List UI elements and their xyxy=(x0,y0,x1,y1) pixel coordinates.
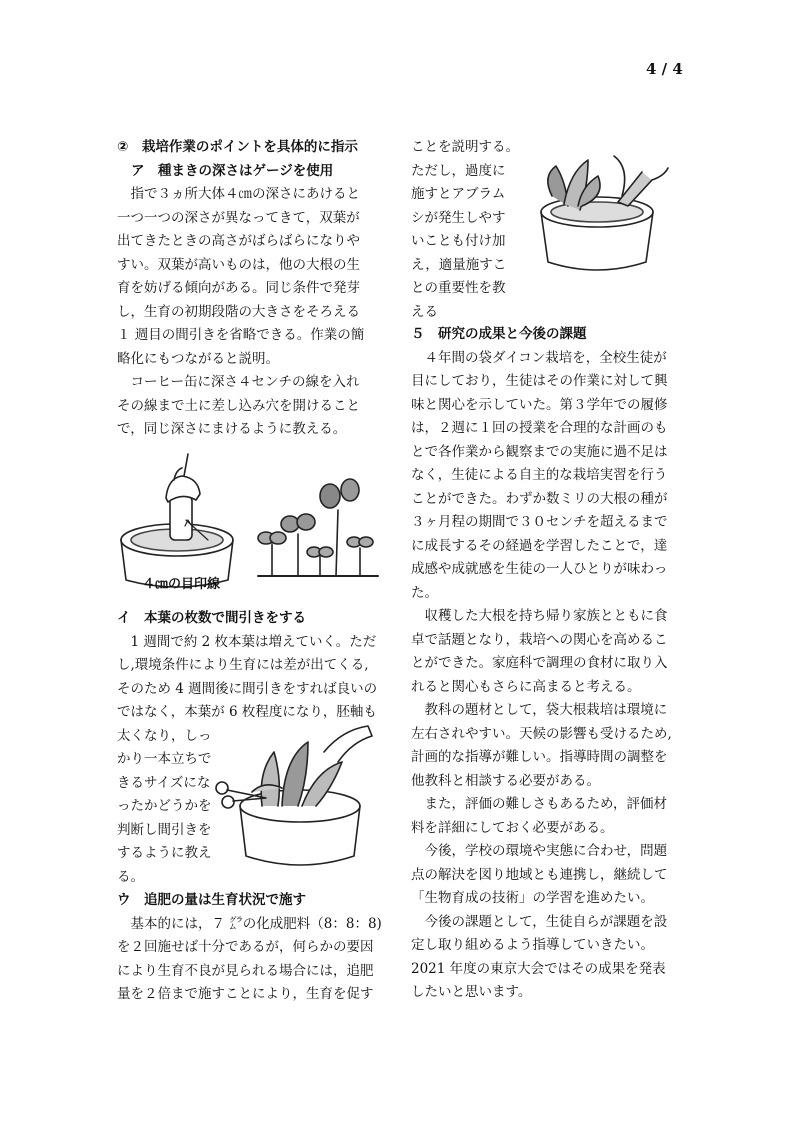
text-line: そのため 4 週間後に間引きをすれば良いの xyxy=(117,680,378,697)
text-line: シが発生しやす xyxy=(411,209,506,226)
text-line: また，評価の難しさもあるため，評価材 xyxy=(411,796,667,812)
text-line: に成長するその経過を学習したことで，達 xyxy=(411,537,668,554)
text-line: きるサイズにな xyxy=(117,774,211,791)
text-line: 収穫した大根を持ち帰り家族とともに食 xyxy=(411,608,668,624)
text-line: ではなく，本葉が 6 枚程度になり，胚軸も xyxy=(117,704,377,720)
text-line: 太くなり，しっ xyxy=(117,727,212,744)
text-line: すい。双葉が高いものは，他の大根の生 xyxy=(117,256,360,273)
text-line: 今後の課題として，生徒自らが課題を設 xyxy=(411,913,668,930)
text-line: で，同じ深さにまけるように教える。 xyxy=(117,421,347,437)
text-line: かり一本立ちで xyxy=(117,751,212,767)
text-line: た。 xyxy=(411,584,438,601)
text-line: 今後，学校の環境や実態に合わせ，問題 xyxy=(411,843,668,859)
section-heading-2: ② 栽培作業のポイントを具体的に指示 xyxy=(117,139,358,155)
text-line: 指で３ヵ所大体４㎝の深さにあけると xyxy=(117,186,360,202)
text-line: 「生物育成の技術」の学習を進めたい。 xyxy=(411,890,654,906)
text-line: 他教科と相談する必要がある。 xyxy=(411,772,600,789)
paragraph-teaching xyxy=(411,699,683,793)
text-line: 成感や成就感を生徒の一人ひとりが味わっ xyxy=(411,561,668,577)
right-column-main xyxy=(411,323,683,1005)
text-line: し,環境条件により生育には差が出てくる, xyxy=(117,657,369,673)
paragraph-tasks xyxy=(411,911,683,1005)
text-line: 施すとアブラム xyxy=(411,186,506,202)
text-line: 1 週間で約 2 枚本葉は増えていく。ただ xyxy=(117,633,377,650)
text-line: え，適量施すこ xyxy=(411,256,507,273)
subheading-u: ウ 追肥の量は生育状況で施す xyxy=(117,892,306,908)
text-line: ことができた。わずか数ミリの大根の種が xyxy=(411,490,668,507)
text-line: 略化にもつながると説明。 xyxy=(117,350,279,367)
text-line: ことを説明する。 xyxy=(411,139,519,155)
text-line: とができた。家庭科で調理の食材に取り入 xyxy=(411,655,668,671)
thinning-scissors-illustration xyxy=(212,722,382,878)
text-line: したいと思います。 xyxy=(411,984,532,1000)
text-line: コーヒー缶に深さ４センチの線を入れ xyxy=(117,374,360,390)
section-heading-5: ５ 研究の成果と今後の課題 xyxy=(411,326,587,342)
subheading-i: イ 本葉の枚数で間引きをする xyxy=(117,610,306,626)
text-line: 点の解決を図り地域とも連携し，継続して xyxy=(411,866,668,883)
coffee-can-pot-illustration xyxy=(112,448,242,596)
text-line: とで各作業から観察までの実施に過不足は xyxy=(411,443,668,460)
text-line: 計画的な指導が難しい。指導時間の調整を xyxy=(411,749,668,765)
text-line: ったかどうかを xyxy=(117,798,212,814)
subheading-a: ア 種まきの深さはゲージを使用 xyxy=(131,162,334,179)
text-line: 判断し間引きを xyxy=(117,821,212,838)
text-line: ３ヶ月程の期間で３０センチを超えるまで xyxy=(411,514,668,530)
four-cm-mark-label: ４㎝の目印線 xyxy=(142,577,221,592)
text-line: 味と関心を示していた。第３学年での履修 xyxy=(411,396,668,413)
text-line: ４年間の袋ダイコン栽培を，全校生徒が xyxy=(411,349,667,366)
text-line: 一つ一つの深さが異なってきて，双葉が xyxy=(117,209,360,226)
paragraph-coffee-can xyxy=(117,371,387,442)
paragraph-seed-depth xyxy=(117,183,387,371)
text-line: 目にしており，生徒はその作業に対して興 xyxy=(411,373,668,389)
text-line: 料を詳細にしておく必要がある。 xyxy=(411,819,614,836)
text-line: 教科の題材として，袋大根栽培は環境に xyxy=(411,702,668,718)
text-line: 量を２倍まで施すことにより，生育を促す xyxy=(117,986,374,1002)
left-column xyxy=(117,136,387,442)
text-line: なく，生徒による自主的な栽培実習を行う xyxy=(411,467,668,483)
text-line: 定し取り組めるよう指導していきたい。 xyxy=(411,937,654,953)
text-line: 左右されやすい。天候の影響も受けるため, xyxy=(411,725,672,742)
text-line: を２回施せば十分であるが，何らかの要因 xyxy=(117,939,374,955)
paragraph-fertilizer xyxy=(117,913,387,1007)
text-line: 卓で話題となり，栽培への関心を高めるこ xyxy=(411,631,668,648)
paragraph-future xyxy=(411,840,683,911)
seedlings-illustration xyxy=(256,464,380,588)
paragraph-evaluation xyxy=(411,793,683,840)
text-line: との重要性を教 xyxy=(411,280,506,296)
text-line: 基本的には，７ ㌘の化成肥料（8：8：8) xyxy=(117,915,382,932)
text-line: 2021 年度の東京大会ではその成果を発表 xyxy=(411,960,666,977)
text-line: は，２週に１回の授業を合理的な計画のも xyxy=(411,420,668,436)
text-line: る。 xyxy=(117,868,144,885)
text-line: により生育不良が見られる場合には，追肥 xyxy=(117,962,374,979)
text-line: １ 週目の間引きを省略できる。作業の簡 xyxy=(117,327,365,343)
paragraph-results xyxy=(411,347,683,606)
fertilizing-illustration xyxy=(522,146,672,280)
page-number: 4 / 4 xyxy=(646,60,683,78)
text-line: 育を妨げる傾向がある。同じ条件で発芽 xyxy=(117,280,360,296)
text-line: ただし，過度に xyxy=(411,162,506,179)
text-line: 出てきたときの高さがばらばらになりや xyxy=(117,233,360,249)
paragraph-harvest xyxy=(411,605,683,699)
text-line: れると関心もさらに高まると考える。 xyxy=(411,678,641,695)
text-line: するように教え xyxy=(117,845,212,861)
text-line: し，生育の初期段階の大きさをそろえる xyxy=(117,303,360,320)
text-line: いことも付け加 xyxy=(411,233,506,249)
text-line: える xyxy=(411,303,438,320)
text-line: その線まで土に差し込み穴を開けること xyxy=(117,397,360,414)
